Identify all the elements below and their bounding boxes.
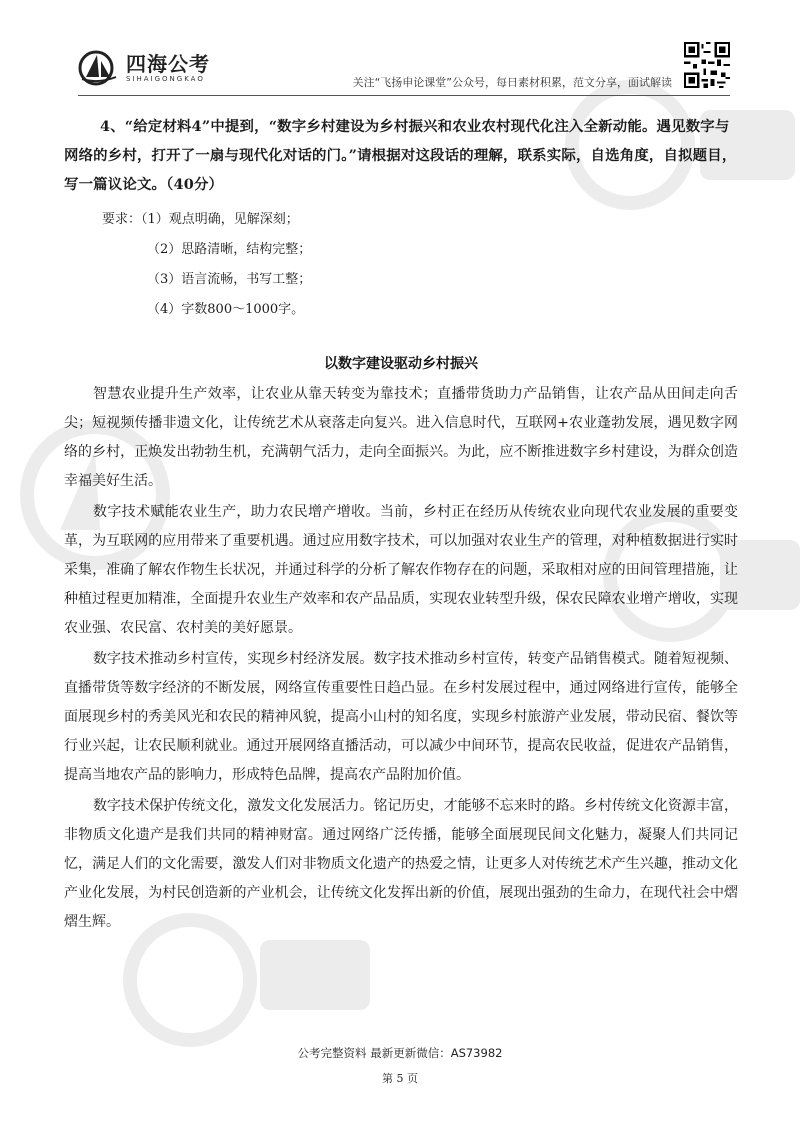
essay-title: 以数字建设驱动乡村振兴 bbox=[324, 356, 478, 372]
page-number: 第 5 页 bbox=[382, 1072, 418, 1085]
qr-code-icon[interactable] bbox=[684, 42, 730, 88]
essay-paragraph: 数字技术赋能农业生产，助力农民增产增收。当前，乡村正在经历从传统农业向现代农业发展的重要变革，为互联网的应用带来了重要机遇。通过应用数字技术，可以加强对农业生产的管理，对种植数据进行实时采集，准确了解农作物生长状况，并通过科学的分析了解农作物存在的问题，采取相对应的田间管理措施，让种植过程更加精准，全面提升农业生产效率和农产品品质，实现农业转型升级，保农民障农业增产增收，实现农业强、农民富、农村美的美好愿景。 bbox=[64, 504, 738, 636]
sailboat-logo-icon bbox=[78, 50, 120, 86]
logo-pinyin-name: SIHAIGONGKAO bbox=[126, 74, 205, 83]
essay-paragraph: 智慧农业提升生产效率，让农业从靠天转变为靠技术；直播带货助力产品销售，让农产品从田间走向舌尖；短视频传播非遗文化，让传统艺术从衰落走向复兴。进入信息时代，互联网+农业蓬勃发展，遇见数字网络的乡村，正焕发出勃勃生机，充满朝气活力，走向全面振兴。为此，应不断推进数字乡村建设，为群众创造幸福美好生活。 bbox=[64, 386, 738, 489]
brand-logo bbox=[78, 50, 210, 86]
requirement-item: （2）思路清晰，结构完整； bbox=[147, 242, 312, 257]
essay-paragraph: 数字技术推动乡村宣传，实现乡村经济发展。数字技术推动乡村宣传，转变产品销售模式。随着短视频、直播带货等数字经济的不断发展，网络宣传重要性日趋凸显。在乡村发展过程中，通过网络进行宣传，能够全面展现乡村的秀美风光和农民的精神风貌，提高小山村的知名度，实现乡村旅游产业发展，带动民宿、餐饮等行业兴起，让农民顺利就业。通过开展网络直播活动，可以减少中间环节，提高农民收益，促进农产品销售，提高当地农产品的影响力，形成特色品牌，提高农产品附加价值。 bbox=[64, 651, 738, 783]
essay-paragraph: 数字技术保护传统文化，激发文化发展活力。铭记历史，才能够不忘来时的路。乡村传统文化资源丰富，非物质文化遗产是我们共同的精神财富。通过网络广泛传播，能够全面展现民间文化魅力，凝聚人们共同记忆，满足人们的文化需要，激发人们对非物质文化遗产的热爱之情，让更多人对传统艺术产生兴趣，推动文化产业化发展，为村民创造新的产业机会，让传统文化发挥出新的价值，展现出强劲的生命力，在现代社会中熠熠生辉。 bbox=[64, 798, 738, 930]
footer-contact: 公考完整资料 最新更新微信：AS73982 bbox=[297, 1046, 503, 1060]
requirements-label: 要求： bbox=[102, 212, 142, 227]
requirement-item: 要求：（1）观点明确，见解深刻； bbox=[102, 212, 299, 227]
header-slogan: 关注“飞扬申论课堂”公众号，每日素材积累，范文分享，面试解读 bbox=[352, 76, 672, 89]
logo-chinese-name: 四海公考 bbox=[126, 51, 210, 76]
question-prompt: 4、“给定材料4”中提到，“数字乡村建设为乡村振兴和农业农村现代化注入全新动能。遇见数字与网络的乡村，打开了一扇与现代化对话的门。”请根据对这段话的理解，联系实际，自选角度，自拟题目，写一篇议论文。（40分） bbox=[64, 118, 737, 193]
header-divider bbox=[78, 95, 730, 96]
page-header bbox=[78, 42, 730, 92]
page-content bbox=[64, 112, 738, 939]
requirement-item: （4）字数800～1000字。 bbox=[147, 302, 305, 317]
requirement-item: （3）语言流畅，书写工整； bbox=[147, 272, 312, 287]
